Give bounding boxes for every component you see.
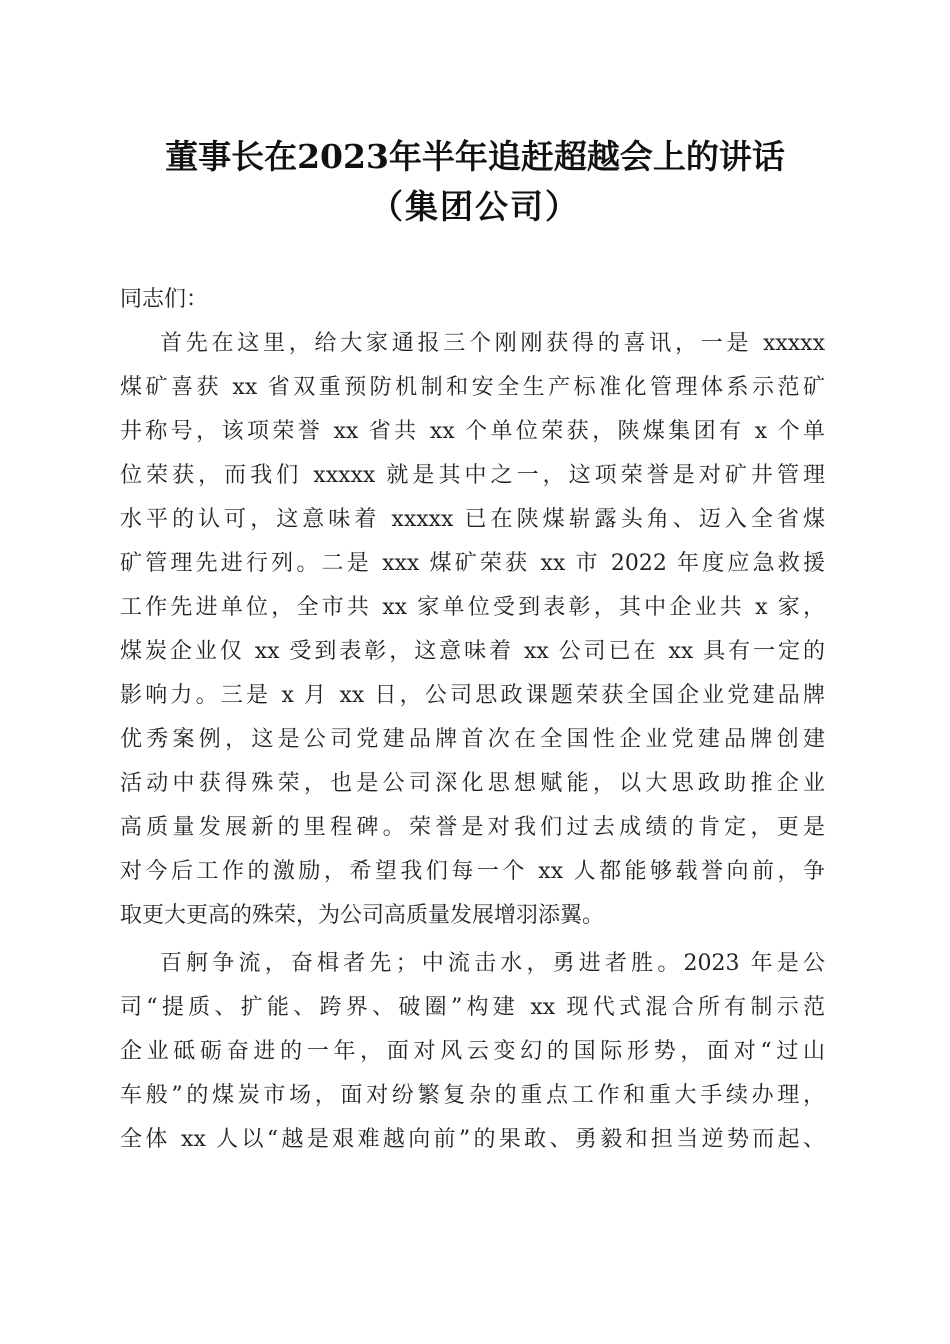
text-line: 首先在这里，给大家通报三个刚刚获得的喜讯，一是 xxxxx: [160, 331, 825, 356]
text-line: 百舸争流，奋楫者先；中流击水，勇进者胜。2023 年是公: [160, 951, 825, 976]
document-title: [0, 132, 950, 232]
text-line: 企业砥砺奋进的一年，面对风云变幻的国际形势，面对“过山: [120, 1039, 825, 1064]
salutation: 同志们：: [120, 287, 209, 312]
text-line: 井称号，该项荣誉 xx 省共 xx 个单位荣获，陕煤集团有 x 个单: [120, 419, 825, 444]
paragraph-1: [120, 322, 825, 938]
text-line: 位荣获，而我们 xxxxx 就是其中之一，这项荣誉是对矿井管理: [120, 463, 825, 488]
text-line: 矿管理先进行列。二是 xxx 煤矿荣获 xx 市 2022 年度应急救援: [120, 551, 825, 576]
document-body: [120, 278, 825, 1162]
title-subtitle: （集团公司）: [370, 187, 580, 226]
paragraph-2: [120, 942, 825, 1162]
text-line: 煤炭企业仅 xx 受到表彰，这意味着 xx 公司已在 xx 具有一定的: [120, 639, 825, 664]
title-main: 董事长在2023年半年追赶超越会上的讲话: [165, 137, 785, 176]
text-line: 司“提质、扩能、跨界、破圈”构建 xx 现代式混合所有制示范: [120, 995, 825, 1020]
text-line: 对今后工作的激励，希望我们每一个 xx 人都能够载誉向前，争: [120, 859, 825, 884]
text-line: 水平的认可，这意味着 xxxxx 已在陕煤崭露头角、迈入全省煤: [120, 507, 825, 532]
text-line: 工作先进单位，全市共 xx 家单位受到表彰，其中企业共 x 家，: [120, 595, 825, 620]
text-line: 高质量发展新的里程碑。荣誉是对我们过去成绩的肯定，更是: [120, 815, 825, 840]
text-line: 煤矿喜获 xx 省双重预防机制和安全生产标准化管理体系示范矿: [120, 375, 825, 400]
text-line: 活动中获得殊荣，也是公司深化思想赋能，以大思政助推企业: [120, 771, 825, 796]
text-line: 优秀案例，这是公司党建品牌首次在全国性企业党建品牌创建: [120, 727, 825, 752]
text-line: 车般”的煤炭市场，面对纷繁复杂的重点工作和重大手续办理，: [120, 1083, 825, 1108]
text-line: 全体 xx 人以“越是艰难越向前”的果敢、勇毅和担当逆势而起、: [120, 1127, 825, 1152]
text-line: 影响力。三是 x 月 xx 日，公司思政课题荣获全国企业党建品牌: [120, 683, 825, 708]
text-line: 取更大更高的殊荣，为公司高质量发展增羽添翼。: [120, 903, 605, 928]
